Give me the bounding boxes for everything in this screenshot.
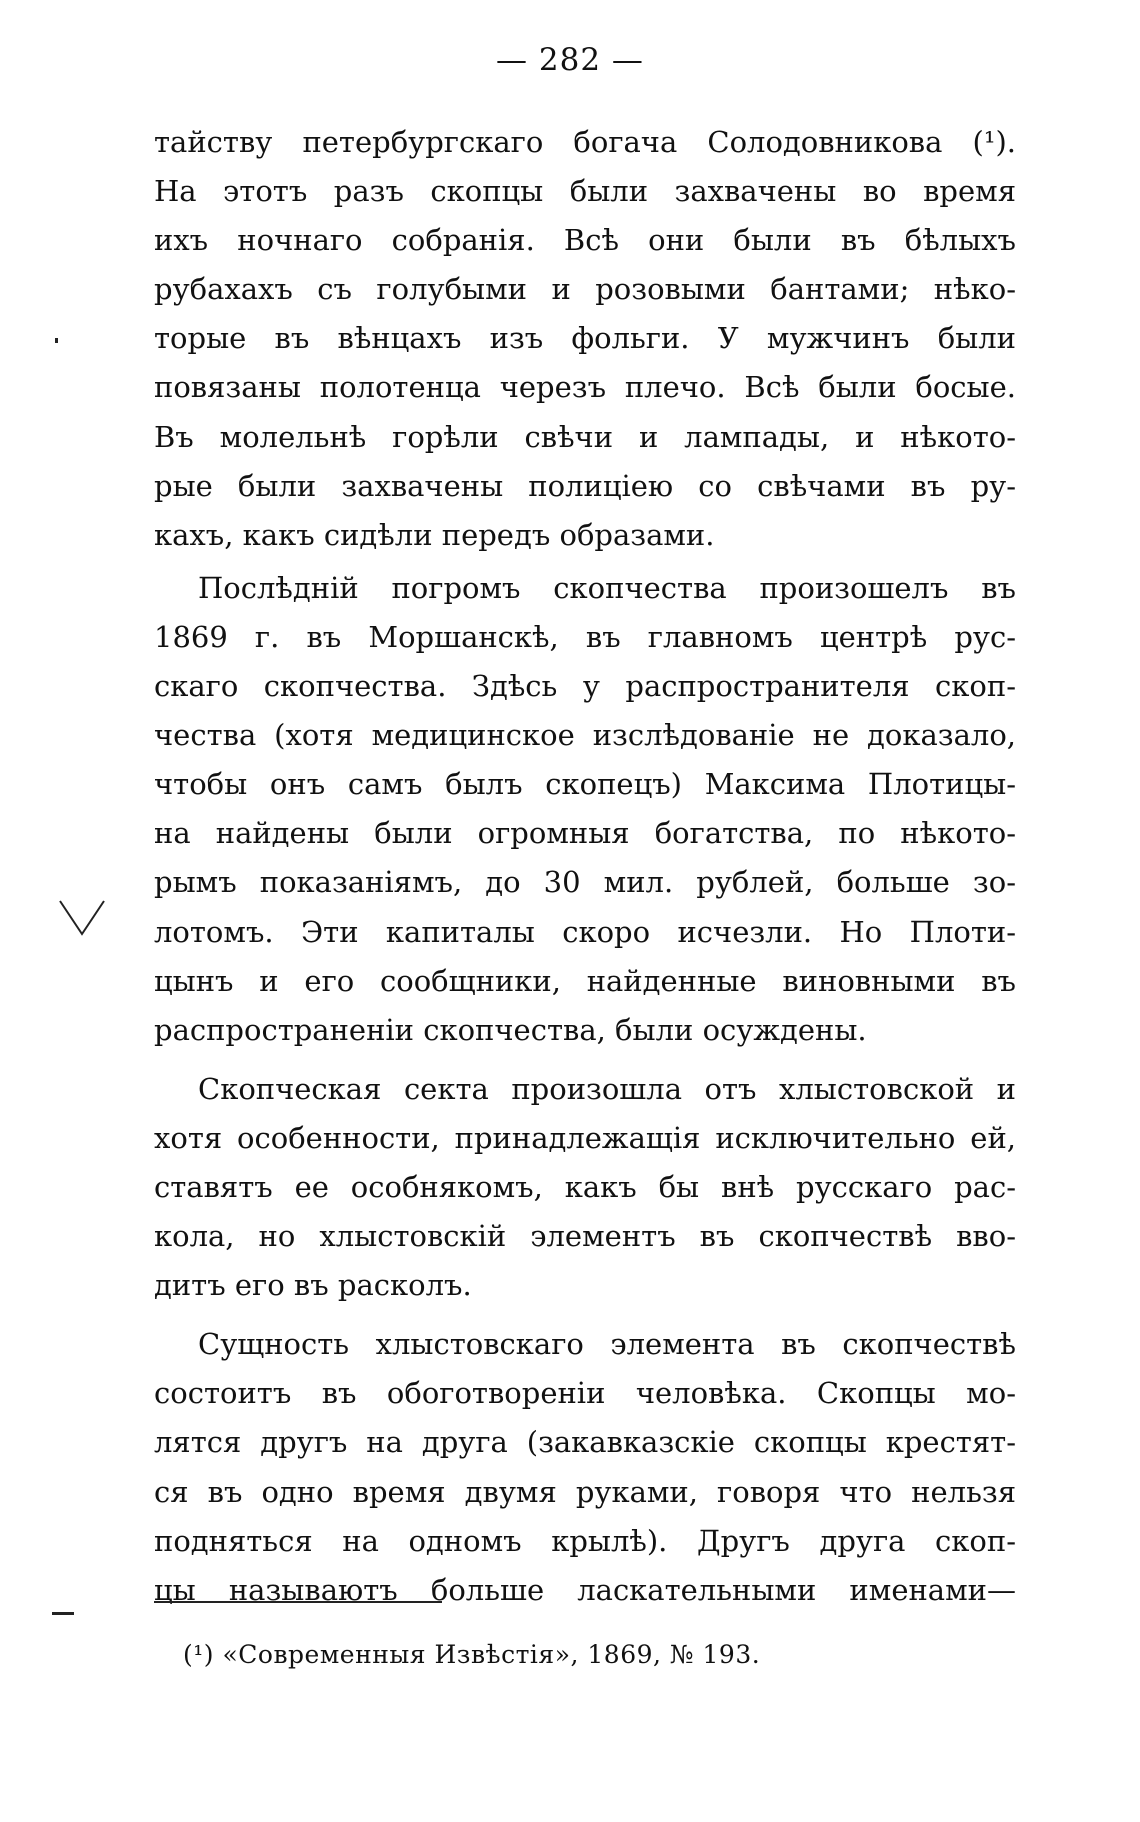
text-line: подняться на одномъ крылѣ). Другъ друга скоп- bbox=[154, 1523, 1016, 1558]
text-line: Въ молельнѣ горѣли свѣчи и лампады, и нѣкото- bbox=[154, 419, 1016, 454]
text-line: чтобы онъ самъ былъ скопецъ) Максима Плотицы- bbox=[154, 767, 1016, 802]
footnote-divider bbox=[154, 1601, 442, 1603]
text-line: ся въ одно время двумя руками, говоря что нельзя bbox=[154, 1474, 1016, 1509]
text-line: кола, но хлыстовскій элементъ въ скопчествѣ вво- bbox=[154, 1219, 1016, 1254]
margin-dot-mark bbox=[55, 338, 58, 343]
text-line: ихъ ночнаго собранія. Всѣ они были въ бѣлыхъ bbox=[154, 223, 1016, 258]
text-line: чества (хотя медицинское изслѣдованіе не доказало, bbox=[154, 718, 1016, 753]
text-line: торые въ вѣнцахъ изъ фольги. У мужчинъ были bbox=[154, 321, 1016, 356]
text-line: кахъ, какъ сидѣли передъ образами. bbox=[154, 517, 715, 552]
text-line: дитъ его въ расколъ. bbox=[154, 1268, 472, 1303]
text-line: на найдены были огромныя богатства, по нѣкото- bbox=[154, 816, 1016, 851]
text-line: тайству петербургскаго богача Солодовникова (¹). bbox=[154, 125, 1016, 159]
text-line: рубахахъ съ голубыми и розовыми бантами; нѣко- bbox=[154, 272, 1016, 307]
text-line: На этотъ разъ скопцы были захвачены во время bbox=[154, 174, 1016, 209]
paragraph bbox=[154, 1320, 1016, 1615]
text-line: лятся другъ на друга (закавказскіе скопцы крестят- bbox=[154, 1425, 1016, 1460]
text-line: состоитъ въ обоготвореніи человѣка. Скопцы мо- bbox=[154, 1376, 1016, 1411]
text-line: хотя особенности, принадлежащія исключительно ей, bbox=[154, 1120, 1016, 1155]
text-line: скаго скопчества. Здѣсь у распространителя скоп- bbox=[154, 669, 1016, 704]
text-line: повязаны полотенца черезъ плечо. Всѣ были босые. bbox=[154, 370, 1016, 405]
text-line: рые были захвачены полиціею со свѣчами въ ру- bbox=[154, 468, 1016, 503]
text-line: ставятъ ее особнякомъ, какъ бы внѣ русскаго рас- bbox=[154, 1169, 1016, 1204]
text-line: рымъ показаніямъ, до 30 мил. рублей, больше зо- bbox=[154, 865, 1016, 900]
text-line: 1869 г. въ Моршанскѣ, въ главномъ центрѣ рус- bbox=[154, 619, 1016, 654]
page-number: — 282 — bbox=[496, 42, 644, 78]
margin-check-mark bbox=[56, 898, 108, 938]
text-line: Скопческая секта произошла отъ хлыстовской и bbox=[198, 1071, 1016, 1106]
text-line: лотомъ. Эти капиталы скоро исчезли. Но Плоти- bbox=[154, 914, 1016, 949]
footnote: (¹) «Современныя Извѣстія», 1869, № 193. bbox=[183, 1640, 761, 1669]
text-line: Послѣдній погромъ скопчества произошелъ въ bbox=[198, 570, 1016, 605]
body-text bbox=[154, 118, 1016, 1615]
text-line: Сущность хлыстовскаго элемента въ скопчествѣ bbox=[198, 1327, 1016, 1362]
text-line: цы называютъ больше ласкательными именами— bbox=[154, 1572, 1016, 1607]
paragraph bbox=[154, 118, 1016, 560]
paragraph bbox=[154, 1065, 1016, 1310]
text-line: цынъ и его сообщники, найденные виновными въ bbox=[154, 963, 1016, 998]
text-line: распространеніи скопчества, были осуждены. bbox=[154, 1012, 867, 1047]
margin-tick-mark bbox=[52, 1612, 74, 1615]
paragraph bbox=[154, 564, 1016, 1055]
